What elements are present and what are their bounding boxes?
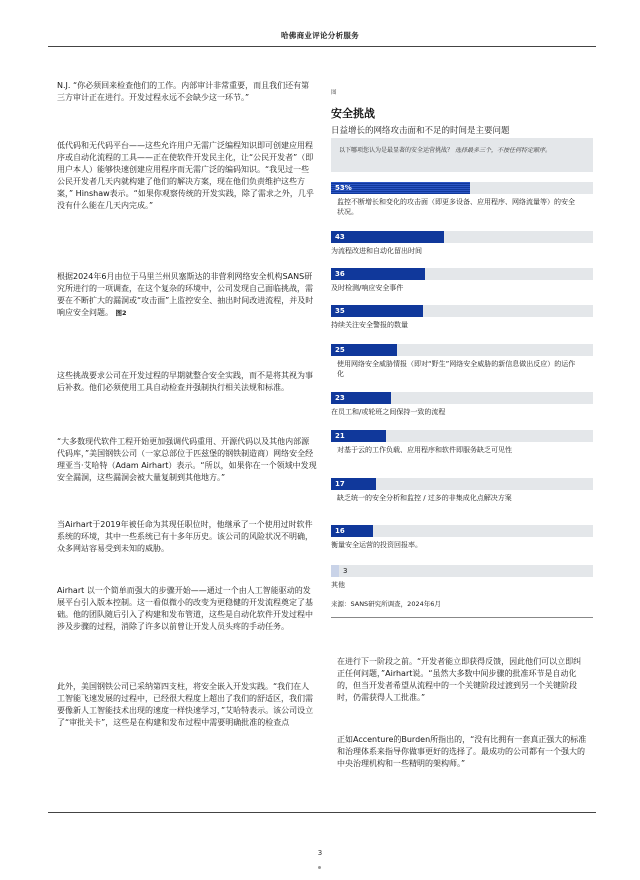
question-text: 以下哪项您认为是最显著的安全运营挑战？ xyxy=(339,147,454,154)
bar-value-label: 23 xyxy=(335,394,345,402)
publication-header: 哈佛商业评论分析服务 xyxy=(281,31,359,40)
bar-category-label: 监控不断增长和变化的攻击面（即更多设备、应用程序、网络流量等）的安全状况。 xyxy=(337,198,575,216)
paragraph: 在进行下一阶段之前。“开发者能立即获得反馈，因此他们可以立即纠正任何问题，”Airhart说。“虽然大多数中间步骤的批准环节是自动化的，但当开发者希望从流程中的一个关键阶段过渡到另一个关键阶段时，仍需获得人工批准。” xyxy=(337,657,582,702)
bar-value-label: 35 xyxy=(335,307,345,315)
bar-category-label: 衡量安全运营的投资回报率。 xyxy=(331,541,422,549)
paragraph: 正如Accenture的Burden所指出的，“没有比拥有一套真正强大的标准和治理体系来指导你做事更好的选择了。最成功的公司都有一个强大的中央治理机构和一些精明的架构师。” xyxy=(337,735,587,768)
bar xyxy=(331,565,339,577)
bar-value-label: 43 xyxy=(335,233,345,241)
bar-category-label: 其他 xyxy=(331,581,345,589)
figure-reference: 图2 xyxy=(115,309,127,317)
bar xyxy=(331,268,425,280)
bar-value-label: 36 xyxy=(335,270,345,278)
figure-tag: 图 xyxy=(331,90,337,96)
bar-value-label: 21 xyxy=(335,432,345,440)
bar xyxy=(331,182,470,194)
page-number: 3 xyxy=(317,849,323,857)
bar-category-label: 持续关注安全警报的数量 xyxy=(331,321,408,329)
figure-source: 来源：SANS研究所调查，2024年6月 xyxy=(331,600,441,608)
paragraph: “大多数现代软件工程开始更加强调代码重用、开源代码以及其他内部源代码库，”美国钢铁公司（一家总部位于匹兹堡的钢铁制造商）网络安全经理亚当·艾哈特（Adam Airhart）表示。“所以，如果你在一个领域中发现安全漏洞，这些漏洞会被大量复制到其他地方。” xyxy=(57,437,317,482)
bar-value-label: 25 xyxy=(335,346,345,354)
figure-subtitle: 日益增长的网络攻击面和不足的时间是主要问题 xyxy=(331,126,510,136)
bar-value-label: 3 xyxy=(343,567,348,575)
paragraph: Airhart 以一个简单而强大的步骤开始——通过一个由人工智能驱动的发展平台引入版本控制。这一看似微小的改变为更稳健的开发流程奠定了基础。他的团队随后引入了构建和发布管道，这些是自动化软件开发过程中涉及步骤的过程，消除了许多以前曾让开发人员头疼的手动任务。 xyxy=(57,586,313,631)
paragraph: 当Airhart于2019年被任命为其现任职位时，他继承了一个使用过时软件系统的环境，其中一些系统已有十多年历史。该公司的风险状况不明确，众多网站容易受到未知的威胁。 xyxy=(57,520,313,553)
paragraph: 低代码和无代码平台——这些允许用户无需广泛编程知识即可创建应用程序或自动化流程的工具——正在使软件开发民主化，让“公民开发者”（即用户本人）能够快速创建应用程序而无需广泛的编码知识。“我见过一些公民开发者几天内就构建了他们的解决方案，现在他们负责维护这些方案，” Hinshaw表示。“如果你观察传统的开发实践，除了需求之外，几乎没有什么能在几天内完成。” xyxy=(57,141,314,210)
bar-category-label: 对基于云的工作负载、应用程序和软件即服务缺乏可见性 xyxy=(337,446,512,454)
bottom-rule xyxy=(48,812,596,813)
paragraph xyxy=(57,271,317,319)
figure-bottom-rule xyxy=(331,617,593,618)
bar-category-label: 在员工和/或轮班之间保持一致的流程 xyxy=(331,408,446,416)
bar-category-label: 缺乏统一的安全分析和监控 / 过多的非集成化点解决方案 xyxy=(337,494,512,502)
bar-value-label: 53% xyxy=(335,184,352,192)
bar xyxy=(331,231,444,243)
figure-title: 安全挑战 xyxy=(331,107,375,120)
survey-question-box xyxy=(331,138,593,172)
bar-category-label: 及时检测/响应安全事件 xyxy=(331,284,404,292)
bar-value-label: 16 xyxy=(335,527,345,535)
footer-dot xyxy=(318,866,321,869)
paragraph-text: 根据2024年6月由位于马里兰州贝塞斯达的非营利网络安全机构SANS研究所进行的一项调查，在这个复杂的环境中，公司发现自己面临挑战，需要在不断扩大的漏洞或“攻击面”上监控安全、抽出时间改进流程，并及时响应安全问题。 xyxy=(57,272,314,317)
bar-category-label: 为流程改进和自动化留出时间 xyxy=(331,247,422,255)
paragraph: N.J. “你必须回来检查他们的工作。内部审计非常重要，而且我们还有第三方审计正在进行。开发过程永远不会缺少这一环节。” xyxy=(57,81,310,102)
question-note: 选择最多三个，不按任何特定顺序。 xyxy=(454,147,551,154)
bar-category-label: 使用网络安全威胁情报（即对“野生”网络安全威胁的新信息做出反应）的运作化 xyxy=(337,360,576,378)
paragraph: 此外，美国钢铁公司已采纳第四支柱，将安全嵌入开发实践。“我们在人工智能飞速发展的过程中，已经很大程度上超出了我们的舒适区，我们需要像新人工智能技术出现的速度一样快速学习，”艾哈特表示。该公司设立了“审批关卡”，这些是在构建和发布过程中需要明确批准的检查点 xyxy=(57,682,314,727)
survey-question xyxy=(339,146,587,155)
bar-track xyxy=(331,565,593,577)
paragraph: 这些挑战要求公司在开发过程的早期就整合安全实践，而不是将其视为事后补救。他们必须使用工具自动检查并强制执行相关法规和标准。 xyxy=(57,371,313,392)
bar-value-label: 17 xyxy=(335,480,345,488)
top-rule xyxy=(48,46,596,47)
